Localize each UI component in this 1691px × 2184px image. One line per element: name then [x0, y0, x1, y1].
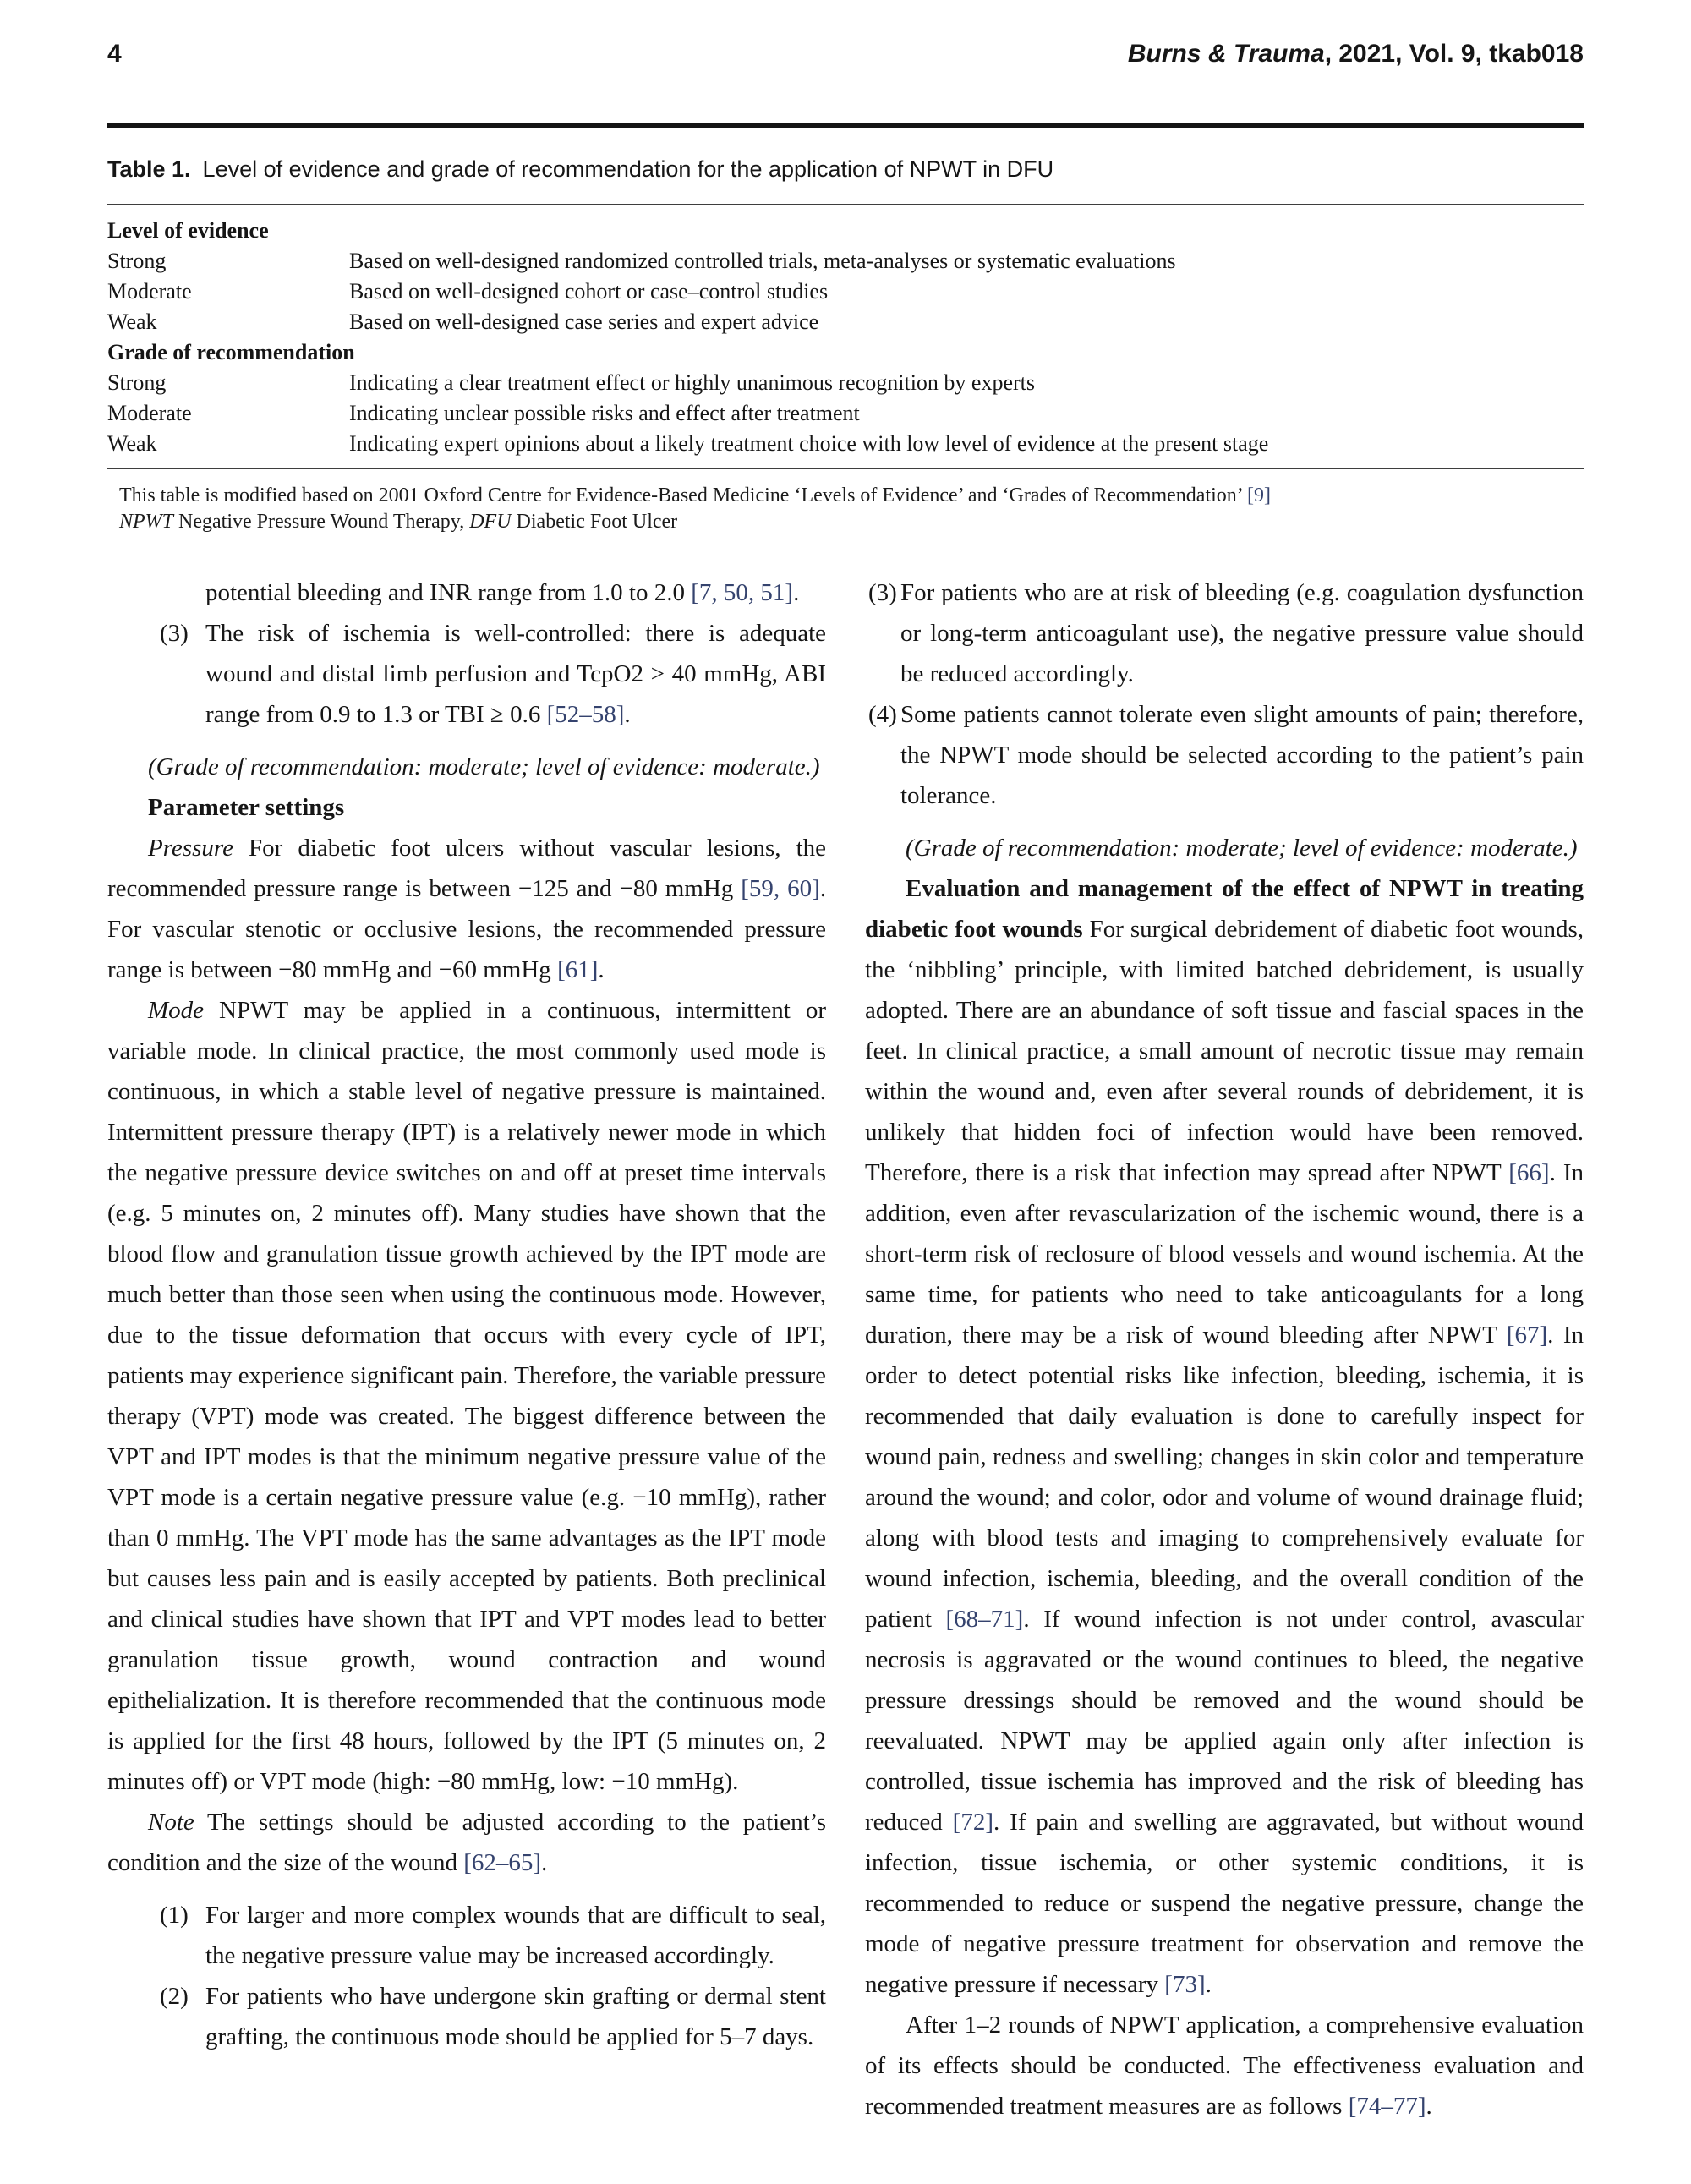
- table-caption: [107, 155, 1584, 183]
- table-section-heading: Grade of recommendation: [107, 340, 355, 364]
- table-section-row: [107, 216, 1584, 246]
- body-paragraph: [107, 1802, 826, 1883]
- table-desc-cell: Based on well-designed case series and expert advice: [349, 309, 819, 334]
- body-paragraph: [107, 572, 826, 613]
- list-item-marker: (3): [868, 579, 897, 606]
- table-row: [107, 368, 1584, 398]
- table-top-rule: [107, 204, 1584, 205]
- text-run: potential bleeding and INR range from 1.0 to 2.0: [205, 579, 692, 606]
- list-item-marker: (3): [160, 620, 189, 647]
- text-run: . In addition, even after revascularization of the ischemic wound, there is a short-term risk of reclosure of blood vessels and wound ischemia. At the same time, for patients who need to take anticoagulants for a long duration, there may be a risk of wound bleeding after NPWT: [865, 1159, 1584, 1349]
- text-run: Some patients cannot tolerate even slight amounts of pain; therefore, the NPWT mode should be selected according to the patient’s pain tolerance.: [900, 701, 1584, 809]
- text-run: Evaluation and management of the effect of NPWT in treating diabetic foot wounds: [865, 875, 1584, 943]
- table-footnote: [107, 483, 1584, 509]
- table-row: [107, 246, 1584, 276]
- list-item-marker: (1): [160, 1902, 189, 1929]
- list-item: [865, 694, 1584, 816]
- body-column-right: [865, 572, 1584, 2127]
- body-paragraph: [865, 828, 1584, 868]
- text-run: Pressure: [148, 835, 233, 862]
- citation-link[interactable]: [73]: [1164, 1971, 1206, 1998]
- table-term-cell: Moderate: [107, 401, 192, 425]
- table-term-cell: Weak: [107, 431, 157, 456]
- citation-link[interactable]: [62–65]: [463, 1849, 542, 1876]
- table-section-heading: Level of evidence: [107, 218, 269, 243]
- text-run: The risk of ischemia is well-controlled: there is adequate wound and distal limb perfusion and TcpO2 > 40 mmHg, ABI range from 0.9 to 1.3 or TBI ≥ 0.6: [205, 620, 826, 728]
- citation-link[interactable]: [52–58]: [546, 701, 625, 728]
- body-paragraph: [865, 868, 1584, 2005]
- table-bottom-rule: [107, 468, 1584, 469]
- table-desc-cell: Based on well-designed randomized controlled trials, meta-analyses or systematic evaluations: [349, 249, 1176, 273]
- text-run: , 2021, Vol. 9, tkab018: [1324, 40, 1584, 68]
- text-run: Diabetic Foot Ulcer: [511, 511, 678, 533]
- running-head: [107, 39, 1584, 69]
- text-run: .: [793, 579, 800, 606]
- table-desc-cell: Indicating a clear treatment effect or highly unanimous recognition by experts: [349, 370, 1036, 395]
- text-run: Negative Pressure Wound Therapy,: [173, 511, 470, 533]
- text-run: This table is modified based on 2001 Oxford Centre for Evidence-Based Medicine ‘Levels of Evidence’ and ‘Grades of Recommendation’: [119, 484, 1248, 506]
- list-item-marker: (4): [868, 701, 897, 728]
- list-item: [107, 1895, 826, 1976]
- table-row: [107, 307, 1584, 337]
- text-run: .: [1426, 2093, 1432, 2120]
- text-run: .: [1205, 1971, 1212, 1998]
- text-run: (Grade of recommendation: moderate; level of evidence: moderate.): [148, 753, 820, 780]
- citation-link[interactable]: [59, 60]: [741, 875, 820, 902]
- citation-link[interactable]: [9]: [1247, 484, 1271, 506]
- page-number: 4: [107, 40, 122, 68]
- evidence-table: [107, 216, 1584, 459]
- table-row: [107, 429, 1584, 459]
- citation-link[interactable]: [61]: [557, 956, 599, 983]
- text-run: Burns & Trauma: [1127, 40, 1325, 68]
- citation-link[interactable]: [7, 50, 51]: [691, 579, 794, 606]
- citation-link[interactable]: [67]: [1506, 1322, 1548, 1349]
- text-run: Parameter settings: [148, 794, 345, 821]
- text-run: After 1–2 rounds of NPWT application, a comprehensive evaluation of its effects should be conducted. The effectiveness evaluation and recommended treatment measures are as follows: [865, 2012, 1584, 2120]
- text-run: .: [541, 1849, 548, 1876]
- text-run: .: [598, 956, 605, 983]
- table-term-cell: Strong: [107, 370, 167, 395]
- table-term-cell: Strong: [107, 249, 167, 273]
- text-run: NPWT may be applied in a continuous, intermittent or variable mode. In clinical practice, the most commonly used mode is continuous, in which a stable level of negative pressure is maintained. Intermittent pressure therapy (IPT) is a relatively newer mode in which the negative pressure device switches on and off at preset time intervals (e.g. 5 minutes on, 2 minutes off). Many studies have shown that the blood flow and granulation tissue growth achieved by the IPT mode are much better than those seen when using the continuous mode. However, due to the tissue deformation that occurs with every cycle of IPT, patients may experience significant pain. Therefore, the variable pressure therapy (VPT) mode was created. The biggest difference between the VPT and IPT modes is that the minimum negative pressure value of the VPT mode is a certain negative pressure value (e.g. −10 mmHg), rather than 0 mmHg. The VPT mode has the same advantages as the IPT mode but causes less pain and is easily accepted by patients. Both preclinical and clinical studies have shown that IPT and VPT modes lead to better granulation tissue growth, wound contraction and wound epithelialization. It is therefore recommended that the continuous mode is applied for the first 48 hours, followed by the IPT (5 minutes on, 2 minutes off) or VPT mode (high: −80 mmHg, low: −10 mmHg).: [107, 997, 826, 1795]
- text-run: . If wound infection is not under control, avascular necrosis is aggravated or the wound continues to bleed, the negative pressure dressings should be removed and the wound should be reevaluated. NPWT may be applied again only after infection is controlled, tissue ischemia has improved and the risk of bleeding has reduced: [865, 1606, 1584, 1836]
- table-term-cell: Weak: [107, 309, 157, 334]
- text-run: For surgical debridement of diabetic foot wounds, the ‘nibbling’ principle, with limited batched debridement, is usually adopted. There are an abundance of soft tissue and fascial spaces in the feet. In clinical practice, a small amount of necrotic tissue may remain within the wound and, even after several rounds of debridement, it is unlikely that hidden foci of infection would have been removed. Therefore, there is a risk that infection may spread after NPWT: [865, 916, 1584, 1186]
- list-item: [107, 613, 826, 735]
- body-column-left: [107, 572, 826, 2127]
- text-run: For larger and more complex wounds that are difficult to seal, the negative pressure value may be increased accordingly.: [205, 1902, 826, 1969]
- text-run: Note: [148, 1809, 194, 1836]
- body-paragraph: [107, 828, 826, 990]
- text-run: . In order to detect potential risks like infection, bleeding, ischemia, it is recommended that daily evaluation is done to carefully inspect for wound pain, redness and swelling; changes in skin color and temperature around the wound; and color, odor and volume of wound drainage fluid; along with blood tests and imaging to comprehensively evaluate for wound infection, ischemia, bleeding, and the overall condition of the patient: [865, 1322, 1584, 1633]
- table-row: [107, 398, 1584, 429]
- text-run: For patients who are at risk of bleeding (e.g. coagulation dysfunction or long-term anticoagulant use), the negative pressure value should be reduced accordingly.: [900, 579, 1584, 687]
- text-run: For patients who have undergone skin grafting or dermal stent grafting, the continuous mode should be applied for 5–7 days.: [205, 1983, 826, 2050]
- table-desc-cell: Indicating expert opinions about a likely treatment choice with low level of evidence at the present stage: [349, 431, 1269, 456]
- table-footnotes: [107, 483, 1584, 535]
- header-rule: [107, 123, 1584, 128]
- text-run: For diabetic foot ulcers without vascular lesions, the recommended pressure range is between −125 and −80 mmHg: [107, 835, 826, 902]
- text-run: NPWT: [119, 511, 174, 533]
- text-run: The settings should be adjusted according to the patient’s condition and the size of the wound: [107, 1809, 826, 1876]
- citation-link[interactable]: [68–71]: [945, 1606, 1024, 1633]
- table-desc-cell: Based on well-designed cohort or case–control studies: [349, 279, 829, 304]
- citation-link[interactable]: [72]: [952, 1809, 993, 1836]
- list-item: [865, 572, 1584, 694]
- text-run: . For vascular stenotic or occlusive lesions, the recommended pressure range is between −80 mmHg and −60 mmHg: [107, 875, 826, 983]
- citation-link[interactable]: [74–77]: [1348, 2093, 1426, 2120]
- body-paragraph: [107, 747, 826, 787]
- table-desc-cell: Indicating unclear possible risks and effect after treatment: [349, 401, 860, 425]
- text-run: Mode: [148, 997, 205, 1024]
- text-run: DFU: [469, 511, 512, 533]
- table-caption-text: Level of evidence and grade of recommendation for the application of NPWT in DFU: [202, 156, 1054, 182]
- body-paragraph: [865, 2005, 1584, 2127]
- table-footnote: [107, 509, 1584, 535]
- table-section-row: [107, 337, 1584, 368]
- table-term-cell: Moderate: [107, 279, 192, 304]
- body-paragraph: [107, 787, 826, 828]
- list-item-marker: (2): [160, 1983, 189, 2010]
- journal-reference: [1128, 39, 1584, 69]
- text-run: . If pain and swelling are aggravated, but without wound infection, tissue ischemia, or other systemic conditions, it is recommended to reduce or suspend the negative pressure, change the mode of negative pressure treatment for observation and remove the negative pressure if necessary: [865, 1809, 1584, 1998]
- table-row: [107, 276, 1584, 307]
- list-item: [107, 1976, 826, 2057]
- body-text: [107, 572, 1584, 2127]
- citation-link[interactable]: [66]: [1508, 1159, 1550, 1186]
- body-paragraph: [107, 990, 826, 1802]
- text-run: (Grade of recommendation: moderate; level of evidence: moderate.): [906, 835, 1578, 862]
- text-run: .: [624, 701, 631, 728]
- table-caption-label: Table 1.: [107, 156, 191, 182]
